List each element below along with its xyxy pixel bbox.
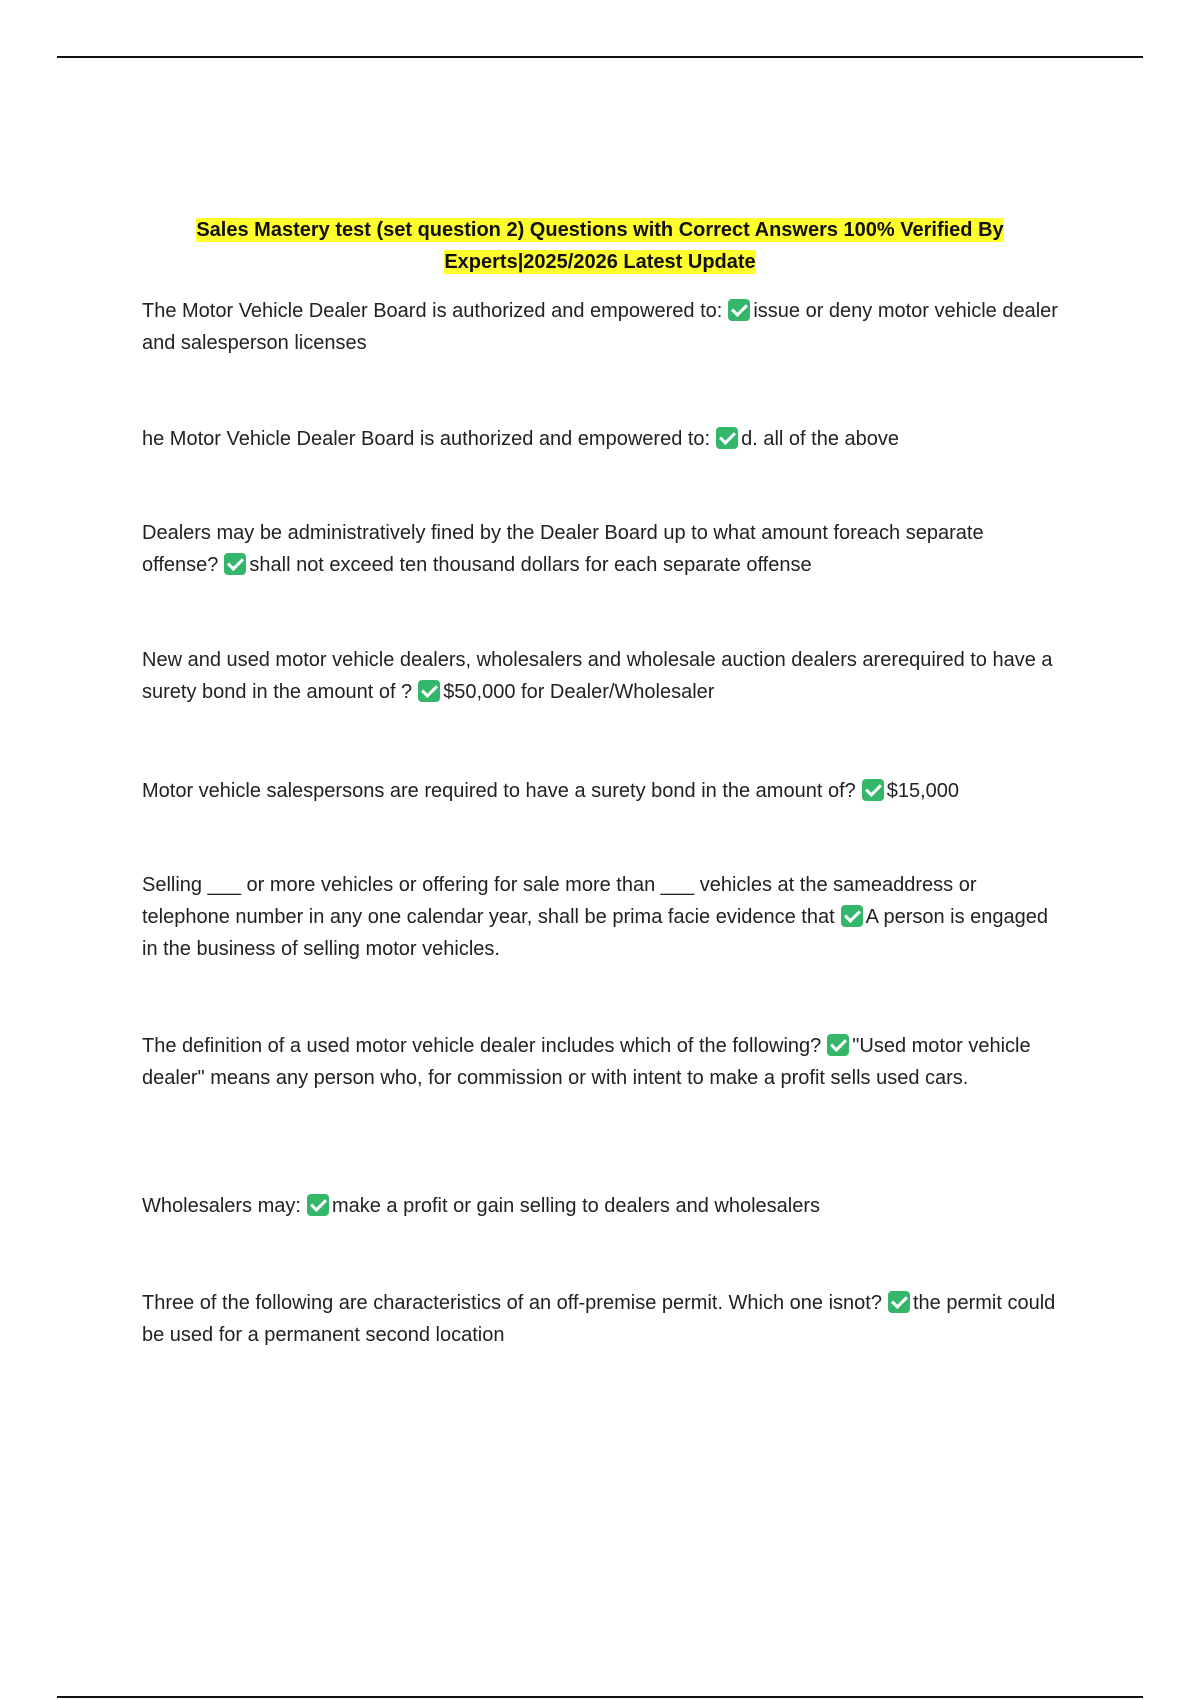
qa-item: [142, 644, 1062, 708]
question-text: New and used motor vehicle dealers, wholesalers and wholesale auction dealers arerequired to have a surety bond in the amount of ?: [142, 649, 1053, 703]
check-mark-icon: [827, 1034, 849, 1056]
answer-text: issue or deny motor vehicle dealer and salesperson licenses: [142, 300, 1058, 354]
check-mark-icon: [224, 553, 246, 575]
check-mark-icon: [716, 427, 738, 449]
check-mark-icon: [307, 1194, 329, 1216]
answer-text: A person is engaged in the business of selling motor vehicles.: [142, 906, 1049, 960]
answer-text: $50,000 for Dealer/Wholesaler: [443, 681, 715, 703]
question-text: Three of the following are characteristics of an off-premise permit. Which one isnot?: [142, 1292, 882, 1314]
answer-text: "Used motor vehicle dealer" means any person who, for commission or with intent to make a profit sells used cars.: [142, 1035, 1031, 1089]
question-text: The definition of a used motor vehicle dealer includes which of the following?: [142, 1035, 822, 1057]
answer-text: shall not exceed ten thousand dollars for each separate offense: [249, 554, 812, 576]
check-mark-icon: [728, 299, 750, 321]
document-title-text: Sales Mastery test (set question 2) Questions with Correct Answers 100% Verified By Experts|2025/2026 Latest Update: [196, 219, 1004, 273]
check-mark-icon: [888, 1291, 910, 1313]
check-mark-icon: [862, 779, 884, 801]
qa-item: [142, 869, 1062, 965]
answer-text: the permit could be used for a permanent second location: [142, 1292, 1056, 1346]
qa-item: [142, 423, 1062, 455]
header-rule: [57, 56, 1143, 58]
check-mark-icon: [418, 680, 440, 702]
answer-text: d. all of the above: [741, 428, 899, 450]
document-title: [140, 214, 1060, 278]
qa-item: [142, 295, 1062, 359]
answer-text: $15,000: [886, 780, 960, 802]
question-text: The Motor Vehicle Dealer Board is authorized and empowered to:: [142, 300, 723, 322]
question-text: he Motor Vehicle Dealer Board is authorized and empowered to:: [142, 428, 711, 450]
footer-rule: [57, 1696, 1143, 1698]
check-mark-icon: [841, 905, 863, 927]
qa-item: [142, 517, 1062, 581]
qa-item: [142, 1030, 1062, 1094]
question-text: Dealers may be administratively fined by the Dealer Board up to what amount foreach separate offense?: [142, 522, 984, 576]
answer-text: make a profit or gain selling to dealers and wholesalers: [331, 1195, 820, 1217]
question-text: Selling ___ or more vehicles or offering for sale more than ___ vehicles at the sameaddress or telephone number in any one calendar year, shall be prima facie evidence that: [142, 874, 977, 928]
qa-item: [142, 1287, 1062, 1351]
qa-item: [142, 775, 1062, 807]
qa-item: [142, 1190, 1062, 1222]
question-text: Motor vehicle salespersons are required to have a surety bond in the amount of?: [142, 780, 856, 802]
question-text: Wholesalers may:: [142, 1195, 301, 1217]
